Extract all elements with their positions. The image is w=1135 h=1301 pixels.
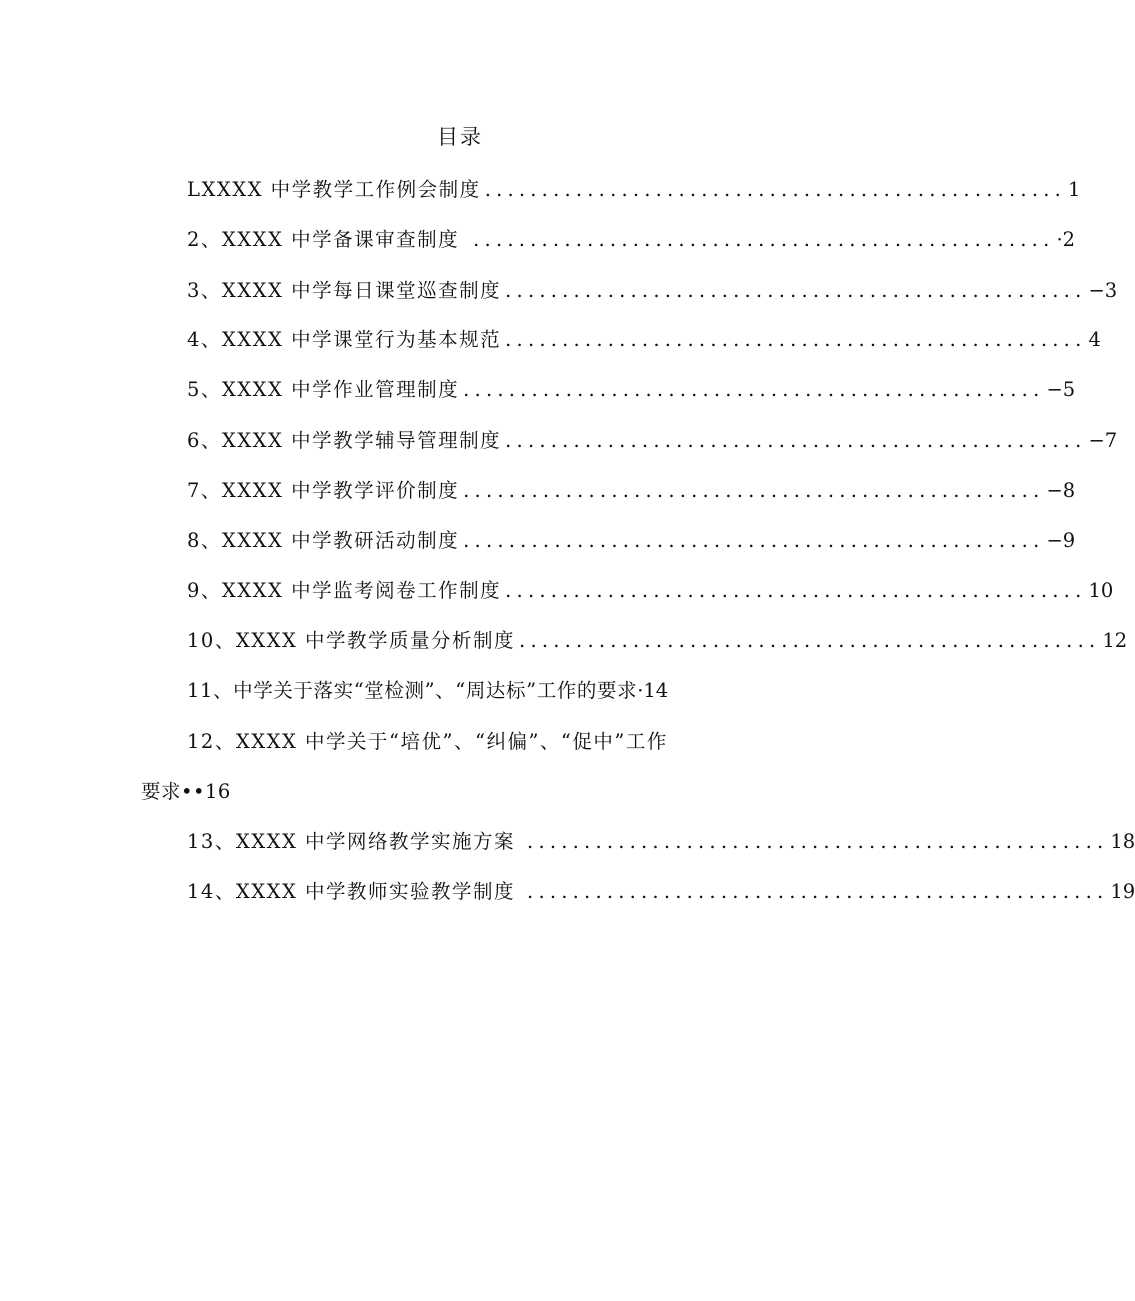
toc-entry-label: 11、中学关于落实“堂检测”、“周达标”工作的要求 (187, 679, 638, 702)
dot-leader: ................................................... (463, 378, 1045, 401)
toc-entry-1[interactable] (187, 175, 1081, 205)
dot-leader: ................................................... (505, 328, 1087, 351)
toc-entry-3[interactable] (187, 276, 1118, 306)
dot-leader: ................................................... (505, 429, 1087, 452)
toc-entry-11[interactable] (187, 676, 775, 706)
dot-leader: ................................................... (505, 579, 1087, 602)
toc-entry-label: 13、XXXX 中学网络教学实施方案 (187, 830, 516, 853)
toc-entry-page: ·2 (1056, 228, 1076, 251)
dot-leader: ................................................... (527, 830, 1109, 853)
toc-entry-page: 10 (1088, 579, 1114, 602)
toc-entry-page: −9 (1046, 529, 1076, 552)
toc-entry-6[interactable] (187, 426, 1118, 456)
toc-entry-page: −8 (1046, 479, 1076, 502)
toc-entry-label: 3、XXXX 中学每日课堂巡查制度 (187, 279, 502, 302)
toc-entry-2[interactable] (187, 225, 1076, 255)
toc-entry-label: 14、XXXX 中学教师实验教学制度 (187, 880, 516, 903)
toc-entry-label: 7、XXXX 中学教学评价制度 (187, 479, 460, 502)
toc-entry-12-line2[interactable]: 要求••16 (141, 780, 231, 803)
toc-entry-7[interactable] (187, 476, 1076, 506)
toc-entry-label: 6、XXXX 中学教学辅导管理制度 (187, 429, 502, 452)
toc-entry-label: 8、XXXX 中学教研活动制度 (187, 529, 460, 552)
toc-entry-label: 9、XXXX 中学监考阅卷工作制度 (187, 579, 502, 602)
toc-entry-page: 18 (1110, 830, 1135, 853)
toc-entry-12-line1[interactable]: 12、XXXX 中学关于“培优”、“纠偏”、“促中”工作 (187, 730, 668, 753)
toc-entry-10[interactable] (187, 626, 1128, 656)
dot-leader: ................................................... (463, 479, 1045, 502)
dot-leader: ................................................... (519, 629, 1101, 652)
dot-leader: ................................................... (473, 228, 1055, 251)
toc-entry-4[interactable] (187, 325, 1101, 355)
toc-entry-page: 19 (1110, 880, 1135, 903)
toc-entry-page: 1 (1068, 178, 1081, 201)
toc-entry-page: −5 (1046, 378, 1076, 401)
toc-title: 目录 (437, 125, 483, 149)
toc-entry-page: −3 (1088, 279, 1118, 302)
dot-leader: ................................................... (484, 178, 1067, 201)
toc-entry-9[interactable] (187, 576, 1114, 606)
toc-entry-8[interactable] (187, 526, 1076, 556)
toc-entry-page: 4 (1088, 328, 1101, 351)
toc-entry-page: 12 (1102, 629, 1128, 652)
toc-entry-label: 2、XXXX 中学备课审查制度 (187, 228, 460, 251)
toc-entry-label: 5、XXXX 中学作业管理制度 (187, 378, 460, 401)
toc-entry-label: LXXXX 中学教学工作例会制度 (187, 178, 481, 201)
dot-leader: ................................................... (463, 529, 1045, 552)
dot-leader: ................................................... (505, 279, 1087, 302)
toc-entry-label: 10、XXXX 中学教学质量分析制度 (187, 629, 516, 652)
toc-entry-14[interactable] (187, 877, 1135, 907)
toc-entry-label: 4、XXXX 中学课堂行为基本规范 (187, 328, 502, 351)
toc-entry-5[interactable] (187, 375, 1076, 405)
toc-entry-page: ·14 (637, 679, 669, 702)
dot-leader: ................................................... (527, 880, 1109, 903)
toc-entry-13[interactable] (187, 827, 1135, 857)
toc-entry-page: −7 (1088, 429, 1118, 452)
